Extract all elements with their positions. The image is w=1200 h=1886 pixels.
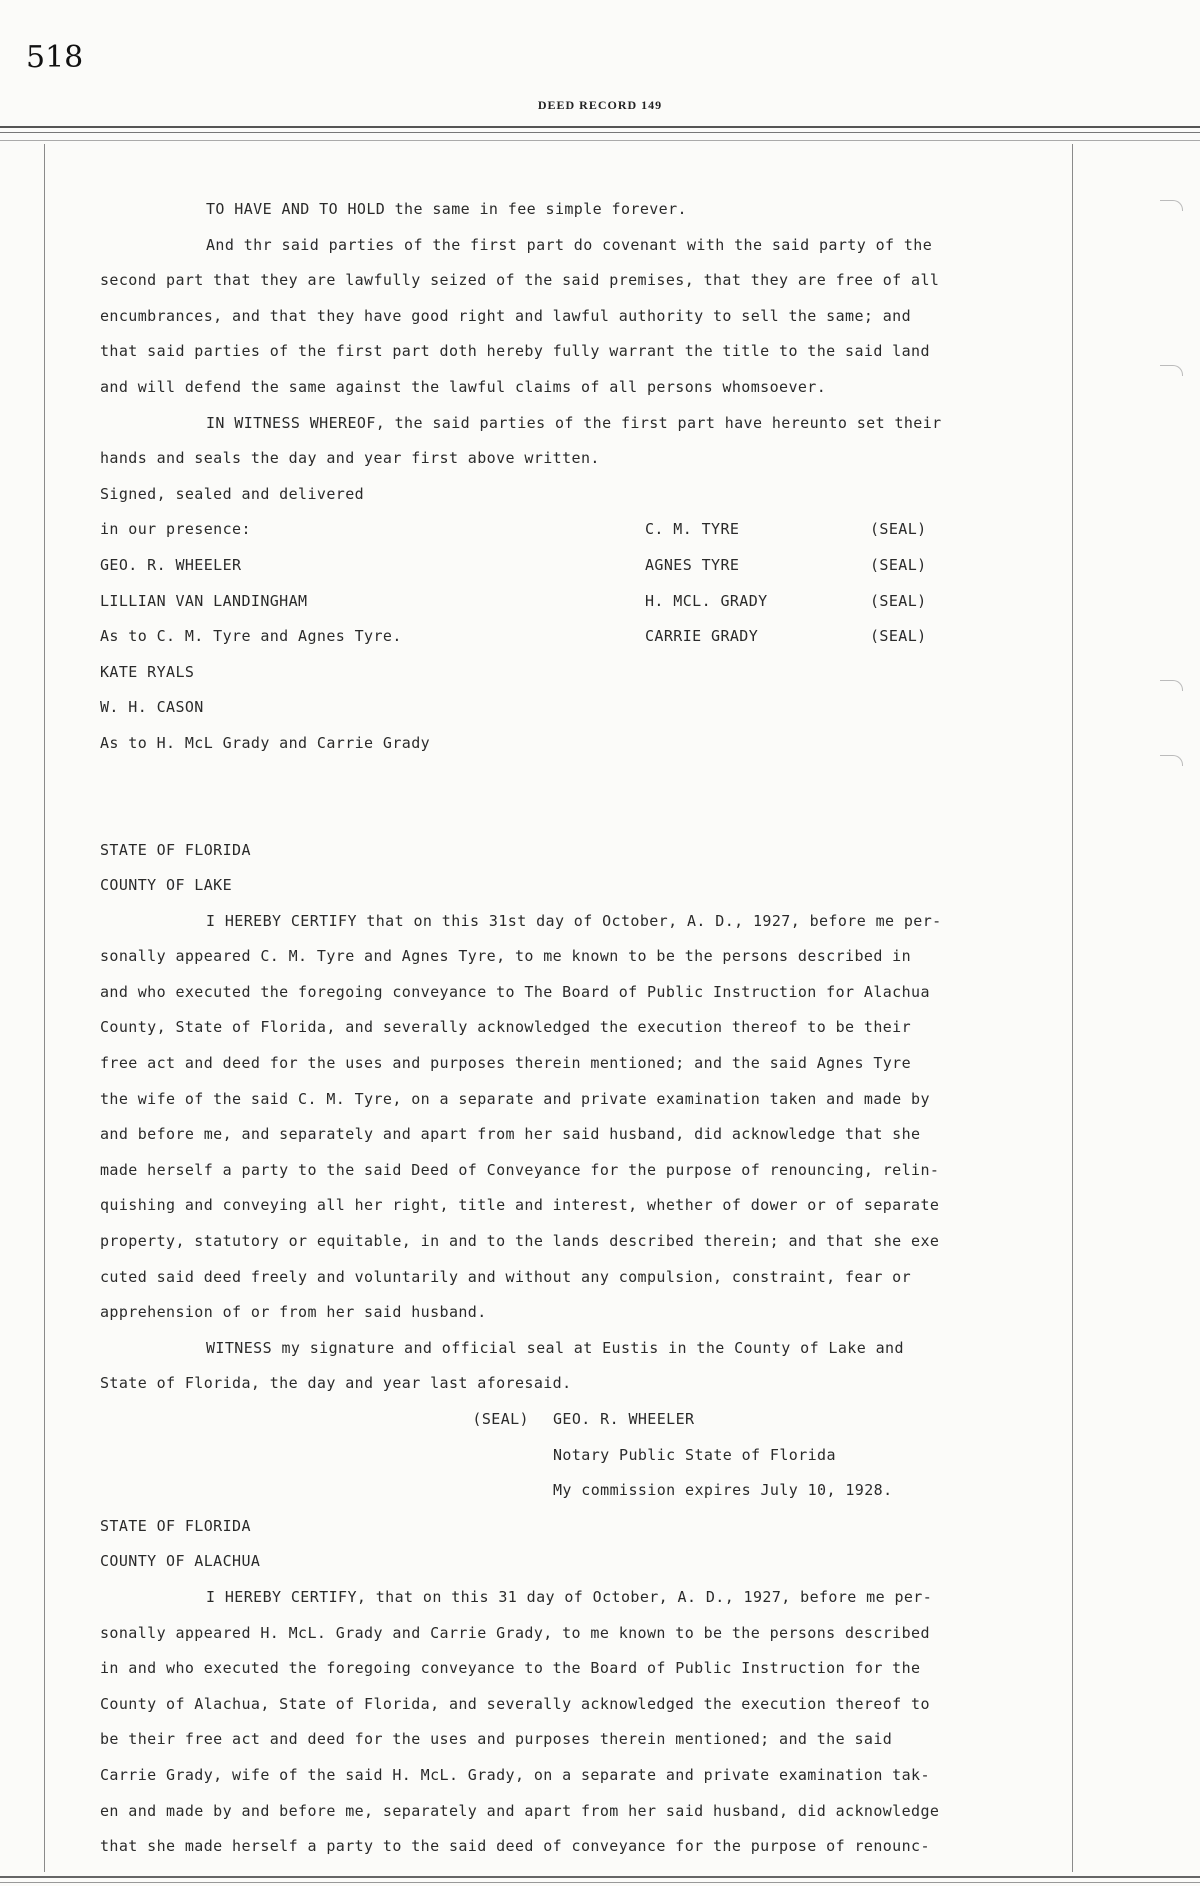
- ack-line: sonally appeared H. McL. Grady and Carrie Grady, to me known to be the persons described: [100, 1623, 930, 1642]
- covenant-line: and will defend the same against the lawful claims of all persons whomsoever.: [100, 377, 827, 396]
- ack-line: cuted said deed freely and voluntarily and without any compulsion, constraint, fear or: [100, 1267, 912, 1286]
- deed-text: [100, 192, 1070, 1865]
- seal-mark: (SEAL): [870, 555, 927, 574]
- footer-rule: [0, 1876, 1200, 1878]
- right-margin-line: [1072, 144, 1073, 1872]
- seal-mark: (SEAL): [870, 627, 927, 646]
- ack-line: property, statutory or equitable, in and to the lands described therein; and that she exe: [100, 1232, 940, 1251]
- seal-mark: (SEAL): [870, 520, 927, 539]
- witness-name: in our presence:: [100, 520, 251, 539]
- ack-state: STATE OF FLORIDA: [100, 840, 251, 859]
- ack-line: be their free act and deed for the uses and purposes therein mentioned; and the said: [100, 1730, 893, 1749]
- ack-line: the wife of the said C. M. Tyre, on a separate and private examination taken and made by: [100, 1089, 930, 1108]
- ack-line: free act and deed for the uses and purposes therein mentioned; and the said Agnes Tyre: [100, 1054, 912, 1073]
- ack-line: in and who executed the foregoing conveyance to the Board of Public Instruction for the: [100, 1659, 921, 1678]
- ack-county: COUNTY OF LAKE: [100, 876, 233, 895]
- ack-line: and who executed the foregoing conveyance to The Board of Public Instruction for Alachua: [100, 982, 930, 1001]
- header-rule: [0, 140, 1200, 141]
- signed-sealed-line: Signed, sealed and delivered: [100, 484, 365, 503]
- testimonium-line: hands and seals the day and year first above written.: [100, 449, 600, 468]
- signature-row: [100, 548, 1070, 584]
- covenant-line: second part that they are lawfully seized of the said premises, that they are free of all: [100, 271, 940, 290]
- ack-line: en and made by and before me, separately and apart from her said husband, did acknowledge: [100, 1801, 940, 1820]
- covenant-line: encumbrances, and that they have good right and lawful authority to sell the same; and: [100, 306, 912, 325]
- covenant-line: that said parties of the first part doth hereby fully warrant the title to the said land: [100, 342, 930, 361]
- signature-row: [100, 512, 1070, 548]
- ack-line: made herself a party to the said Deed of Conveyance for the purpose of renouncing, relin-: [100, 1160, 940, 1179]
- margin-tab-mark: [1160, 200, 1183, 211]
- covenant-line: And thr said parties of the first part do covenant with the said party of the: [206, 235, 933, 254]
- ack-line: County of Alachua, State of Florida, and severally acknowledged the execution thereof to: [100, 1694, 930, 1713]
- ack-line: Carrie Grady, wife of the said H. McL. Grady, on a separate and private examination tak-: [100, 1765, 930, 1784]
- book-title: DEED RECORD 149: [537, 98, 663, 112]
- ack-line: quishing and conveying all her right, title and interest, whether of dower or of separate: [100, 1196, 940, 1215]
- ack-line: sonally appeared C. M. Tyre and Agnes Tyre, to me known to be the persons described in: [100, 947, 912, 966]
- signer-name: AGNES TYRE: [645, 555, 740, 574]
- seal-mark: (SEAL): [870, 591, 927, 610]
- signature-row: [100, 619, 1070, 655]
- signer-name: C. M. TYRE: [645, 520, 740, 539]
- notary-title: Notary Public State of Florida: [553, 1445, 836, 1464]
- ack-state: STATE OF FLORIDA: [100, 1516, 251, 1535]
- habendum-clause: TO HAVE AND TO HOLD the same in fee simple forever.: [206, 200, 687, 218]
- witness-name: KATE RYALS: [100, 662, 195, 681]
- witness-name: As to C. M. Tyre and Agnes Tyre.: [100, 627, 402, 646]
- notary-signature: [100, 1402, 1070, 1438]
- margin-tab-mark: [1160, 365, 1183, 376]
- signer-name: H. MCL. GRADY: [645, 591, 768, 610]
- signer-name: CARRIE GRADY: [645, 627, 759, 646]
- page-number: 518: [26, 40, 84, 75]
- ack-county: COUNTY OF ALACHUA: [100, 1552, 261, 1571]
- ack-witness-line: WITNESS my signature and official seal at Eustis in the County of Lake and: [206, 1338, 904, 1357]
- margin-tab-mark: [1160, 755, 1183, 766]
- ack-line: apprehension of or from her said husband.: [100, 1303, 487, 1322]
- ack-line: and before me, and separately and apart from her said husband, did acknowledge that she: [100, 1125, 921, 1144]
- notary-seal: (SEAL): [472, 1410, 529, 1428]
- header-rule: [0, 126, 1200, 128]
- header-rule: [0, 132, 1200, 133]
- notary-name: GEO. R. WHEELER: [553, 1410, 695, 1428]
- witness-name: GEO. R. WHEELER: [100, 555, 242, 574]
- left-margin-line: [44, 144, 45, 1872]
- witness-name: W. H. CASON: [100, 698, 204, 717]
- witness-note: As to H. McL Grady and Carrie Grady: [100, 733, 431, 752]
- witness-name: LILLIAN VAN LANDINGHAM: [100, 591, 308, 610]
- ack-line: County, State of Florida, and severally acknowledged the execution thereof to be their: [100, 1018, 912, 1037]
- ack-line: that she made herself a party to the said deed of conveyance for the purpose of renounc-: [100, 1837, 930, 1856]
- ack-witness-line: State of Florida, the day and year last aforesaid.: [100, 1374, 572, 1393]
- notary-commission: My commission expires July 10, 1928.: [553, 1481, 893, 1500]
- testimonium-line: IN WITNESS WHEREOF, the said parties of the first part have hereunto set their: [206, 413, 942, 432]
- signature-row: [100, 584, 1070, 620]
- footer-rule: [0, 1882, 1200, 1883]
- ack-line: I HEREBY CERTIFY, that on this 31 day of October, A. D., 1927, before me per-: [206, 1587, 933, 1606]
- ack-line: I HEREBY CERTIFY that on this 31st day of October, A. D., 1927, before me per-: [206, 911, 942, 930]
- margin-tab-mark: [1160, 680, 1183, 691]
